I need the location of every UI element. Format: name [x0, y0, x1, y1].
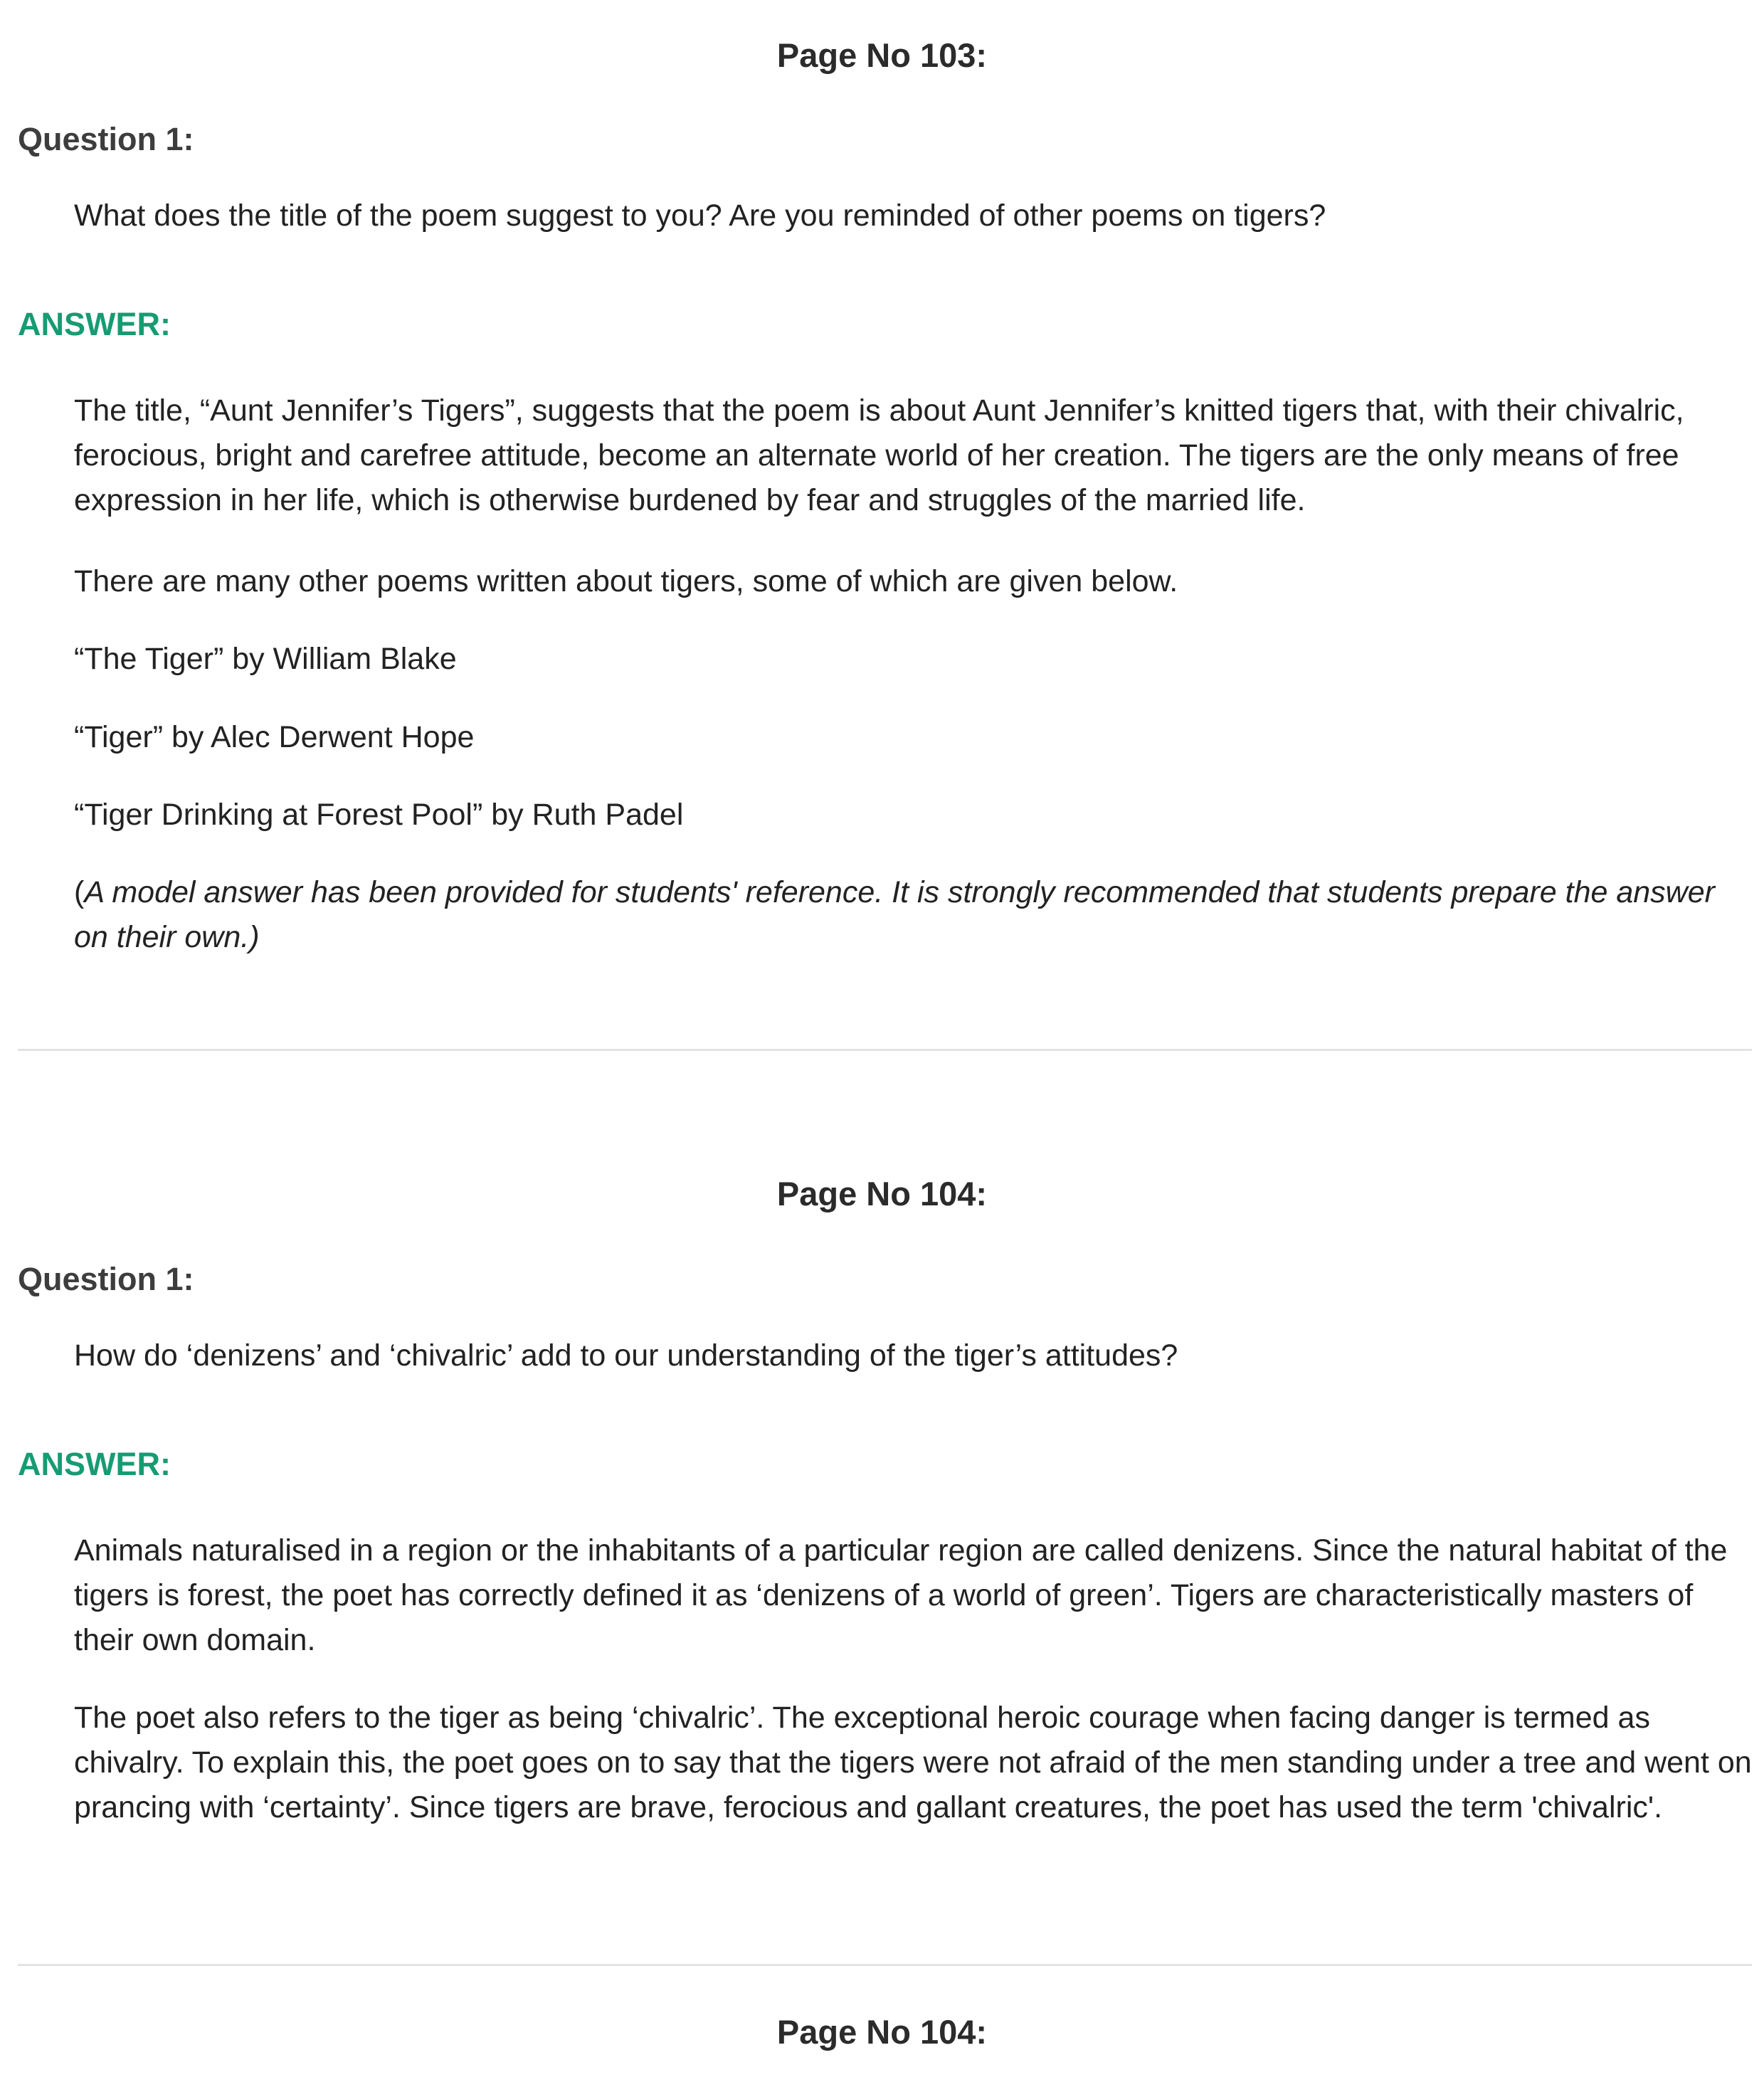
note-open-paren: ( [74, 875, 85, 909]
answer-paragraph: The poet also refers to the tiger as being ‘chivalric’. The exceptional heroic courage when facing danger is termed as chivalry. To explain this, the poet goes on to say that the tigers were not afraid of the men standing under a tree and went on prancing with ‘certainty’. Since tigers are brave, ferocious and gallant creatures, the poet has used the term 'chivalric'. [74, 1701, 1752, 1824]
model-answer-note [74, 870, 1753, 960]
question-text: How do ‘denizens’ and ‘chivalric’ add to our understanding of the tiger’s attitudes? [74, 1338, 1178, 1373]
page-heading: Page No 104: [776, 2013, 988, 2051]
question-text: What does the title of the poem suggest to you? Are you reminded of other poems on tigers? [74, 199, 1326, 233]
section-divider [18, 1049, 1752, 1051]
poem-reference: “Tiger Drinking at Forest Pool” by Ruth Padel [74, 798, 684, 832]
page-heading: Page No 103: [776, 36, 988, 74]
answer-paragraph: The title, “Aunt Jennifer’s Tigers”, suggests that the poem is about Aunt Jennifer’s knitted tigers that, with their chivalric, ferocious, bright and carefree attitude, become an alternate world of her creation. The tigers are the only means of free expression in her life, which is otherwise burdened by fear and struggles of the married life. [74, 393, 1684, 517]
question-heading: Question 1: [18, 1261, 194, 1297]
poem-reference: “Tiger” by Alec Derwent Hope [74, 720, 475, 754]
answer-heading: ANSWER: [18, 1446, 171, 1482]
section-divider [18, 1964, 1752, 1966]
answer-heading: ANSWER: [18, 306, 171, 342]
poem-reference: “The Tiger” by William Blake [74, 642, 457, 676]
answer-paragraph: There are many other poems written about tigers, some of which are given below. [74, 564, 1178, 598]
note-text: A model answer has been provided for students' reference. It is strongly recommended that students prepare the answer on their own.) [74, 875, 1715, 954]
answer-paragraph: Animals naturalised in a region or the inhabitants of a particular region are called denizens. Since the natural habitat of the tigers is forest, the poet has correctly defined it as ‘denizens of a world of green’. Tigers are characteristically masters of their own domain. [74, 1533, 1728, 1657]
page-heading: Page No 104: [776, 1175, 988, 1212]
question-heading: Question 1: [18, 121, 194, 157]
